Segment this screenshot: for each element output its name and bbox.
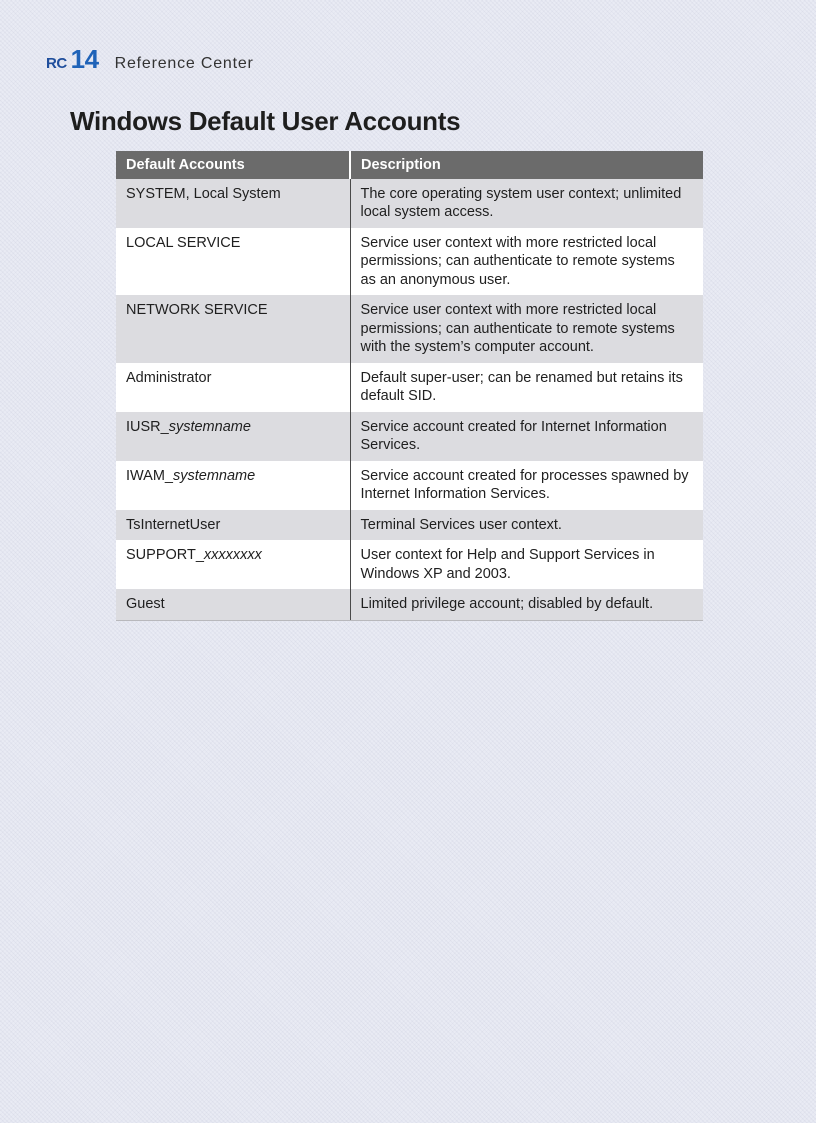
account-variable: systemname xyxy=(173,467,256,484)
account-prefix: IWAM_ xyxy=(126,467,173,484)
account-cell: Guest xyxy=(116,589,350,620)
table-row xyxy=(116,179,703,228)
account-prefix: IUSR_ xyxy=(126,418,169,435)
account-variable: systemname xyxy=(168,418,251,435)
section-prefix: RC xyxy=(46,55,67,72)
column-header-description: Description xyxy=(350,151,703,179)
description-cell: Service user context with more restricted local permissions; can authenticate to remote systems with the system’s computer account. xyxy=(350,295,703,363)
table-row xyxy=(116,589,703,620)
table-row xyxy=(116,363,703,412)
account-cell: NETWORK SERVICE xyxy=(116,295,350,363)
account-prefix: SUPPORT_ xyxy=(126,547,204,563)
description-cell: The core operating system user context; unlimited local system access. xyxy=(350,179,703,228)
table-row xyxy=(116,295,703,363)
page-number: 14 xyxy=(70,44,99,74)
account-cell xyxy=(116,412,350,461)
account-cell xyxy=(116,461,350,510)
description-cell: Service account created for processes spawned by Internet Information Services. xyxy=(350,461,703,510)
account-cell: TsInternetUser xyxy=(116,510,350,541)
column-header-accounts: Default Accounts xyxy=(116,151,350,179)
table-row xyxy=(116,510,703,541)
table-row xyxy=(116,540,703,589)
table-row xyxy=(116,228,703,296)
description-cell: Service user context with more restricted local permissions; can authenticate to remote systems as an anonymous user. xyxy=(350,228,703,296)
section-title: Reference Center xyxy=(114,55,254,72)
description-cell: Service account created for Internet Information Services. xyxy=(350,412,703,461)
account-cell: Administrator xyxy=(116,363,350,412)
account-cell: LOCAL SERVICE xyxy=(116,228,350,296)
description-cell: Default super-user; can be renamed but retains its default SID. xyxy=(350,363,703,412)
table-row xyxy=(116,461,703,510)
account-cell xyxy=(116,540,350,589)
table-row xyxy=(116,412,703,461)
page-title: Windows Default User Accounts xyxy=(70,106,461,136)
description-cell: Terminal Services user context. xyxy=(350,510,703,541)
description-cell: Limited privilege account; disabled by default. xyxy=(350,589,703,620)
table-header-row xyxy=(116,151,703,179)
account-variable: xxxxxxxx xyxy=(203,547,262,563)
page-header xyxy=(46,44,254,74)
accounts-table xyxy=(116,151,703,621)
account-cell: SYSTEM, Local System xyxy=(116,179,350,228)
description-cell: User context for Help and Support Services in Windows XP and 2003. xyxy=(350,540,703,589)
